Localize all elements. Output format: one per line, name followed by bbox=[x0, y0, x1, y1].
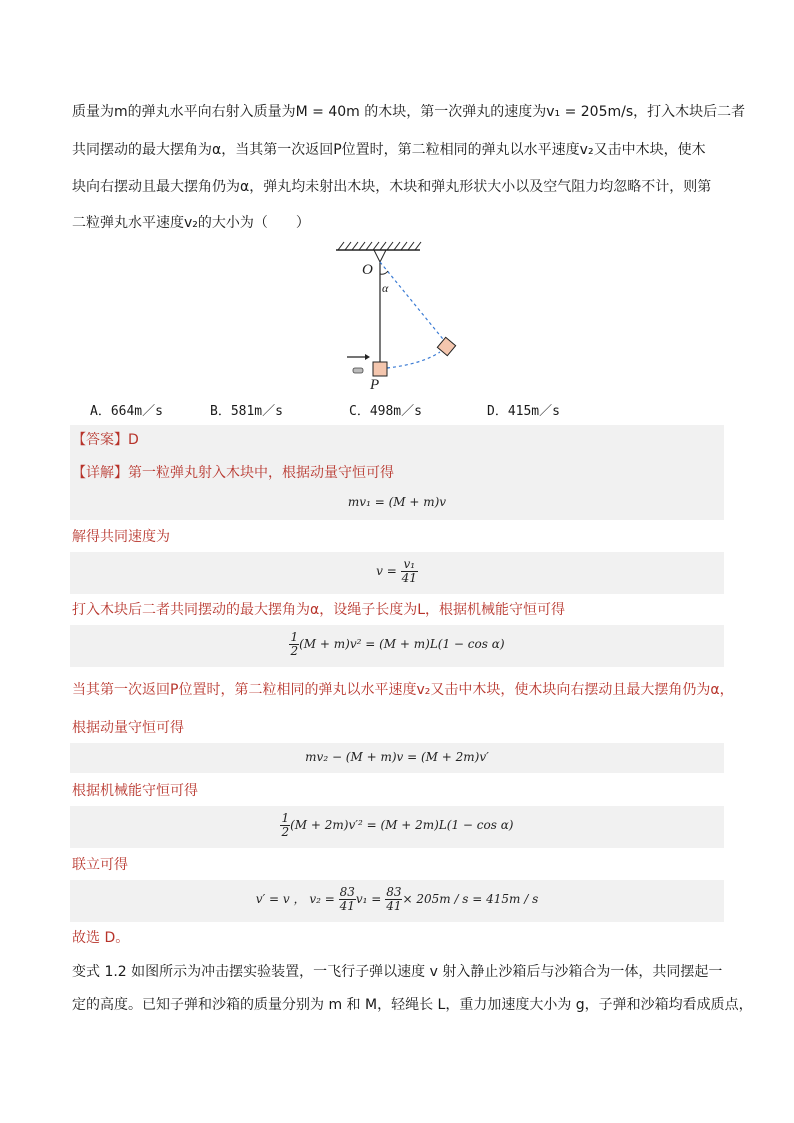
option-d: D．415m／s bbox=[487, 404, 560, 419]
eq6-f1-denominator: 41 bbox=[339, 899, 355, 913]
combine-label: 联立可得 bbox=[72, 857, 128, 873]
swung-string bbox=[380, 262, 447, 344]
answer-tag: 【答案】 bbox=[72, 432, 128, 448]
problem-line-1: 质量为m的弹丸水平向右射入质量为M = 40m 的木块，第一次弹丸的速度为v₁ = 205m/s，打入木块后二者 bbox=[72, 104, 746, 120]
answer-value: D bbox=[128, 432, 139, 448]
arrow-head-icon bbox=[365, 354, 370, 360]
equation-1: mv₁ = (M + m)v bbox=[347, 495, 447, 509]
eq6-f2-denominator: 41 bbox=[386, 899, 402, 913]
eq3-fraction bbox=[289, 631, 299, 658]
energy-label: 根据机械能守恒可得 bbox=[72, 783, 198, 799]
variant-line-1: 变式 1.2 如图所示为冲击摆实验装置，一飞行子弹以速度 v 射入静止沙箱后与沙箱合为一体，共同摆起一 bbox=[72, 964, 723, 980]
conclusion: 故选 D。 bbox=[72, 930, 130, 946]
option-b: B．581m／s bbox=[210, 404, 283, 419]
eq5-rest: (M + 2m)v′² = (M + 2m)L(1 − cos α) bbox=[290, 818, 514, 832]
eq6-part-a: v′ = v ， v₂ = bbox=[255, 892, 335, 906]
answer-line bbox=[72, 430, 139, 450]
eq6-fraction-2 bbox=[385, 886, 402, 913]
label-alpha: α bbox=[382, 281, 389, 295]
eq6-mid: v₁ = bbox=[355, 892, 382, 906]
swing-arc bbox=[387, 352, 440, 368]
pendulum-figure bbox=[330, 240, 470, 390]
bullet bbox=[353, 368, 363, 373]
detail-tag: 【详解】 bbox=[72, 465, 128, 481]
variant-line-2: 定的高度。已知子弹和沙箱的质量分别为 m 和 M，轻绳长 L，重力加速度大小为 g，子弹和沙箱均看成质点， bbox=[72, 997, 753, 1013]
detail-intro: 第一粒弹丸射入木块中，根据动量守恒可得 bbox=[128, 465, 394, 481]
eq3-rest: (M + m)v² = (M + m)L(1 − cos α) bbox=[299, 637, 505, 651]
eq2-fraction bbox=[401, 558, 418, 585]
eq6-f1-numerator: 83 bbox=[339, 885, 355, 899]
eq6-f2-numerator: 83 bbox=[386, 885, 402, 899]
problem-line-2: 共同摆动的最大摆角为α，当其第一次返回P位置时，第二粒相同的弹丸以水平速度v₂又击中木块，使木 bbox=[72, 142, 706, 158]
eq3-denominator: 2 bbox=[290, 644, 299, 658]
eq2-numerator: v₁ bbox=[401, 558, 418, 572]
momentum-label: 根据动量守恒可得 bbox=[72, 720, 184, 736]
equation-3 bbox=[70, 631, 724, 658]
option-a: A．664m／s bbox=[90, 404, 163, 419]
block-swung bbox=[437, 337, 455, 355]
pivot-support bbox=[374, 250, 386, 262]
eq6-end: × 205m / s = 415m / s bbox=[402, 892, 539, 906]
equation-4: mv₂ − (M + m)v = (M + 2m)v′ bbox=[305, 750, 489, 764]
eq5-fraction bbox=[280, 812, 290, 839]
eq5-denominator: 2 bbox=[281, 825, 290, 839]
second-text: 当其第一次返回P位置时，第二粒相同的弹丸以水平速度v₂又击中木块，使木块向右摆动且最大摆角仍为α， bbox=[72, 682, 734, 698]
option-c: C．498m／s bbox=[349, 404, 422, 419]
equation-5 bbox=[70, 812, 724, 839]
eq2-denominator: 41 bbox=[401, 571, 417, 585]
block-at-p bbox=[373, 362, 387, 376]
equation-2 bbox=[70, 558, 724, 585]
label-o: O bbox=[362, 262, 373, 278]
label-p: P bbox=[370, 377, 380, 390]
eq2-lhs: v = bbox=[376, 564, 397, 578]
eq3-numerator: 1 bbox=[290, 630, 299, 644]
problem-line-3: 块向右摆动且最大摆角仍为α，弹丸均未射出木块，木块和弹丸形状大小以及空气阻力均忽略不计，则第 bbox=[72, 179, 712, 195]
problem-line-4: 二粒弹丸水平速度v₂的大小为（ ） bbox=[72, 215, 310, 231]
detail-intro-line bbox=[72, 463, 394, 483]
solve-label: 解得共同速度为 bbox=[72, 529, 170, 545]
angle-arc bbox=[380, 271, 388, 274]
equation-6 bbox=[70, 886, 724, 913]
energy-text: 打入木块后二者共同摆动的最大摆角为α，设绳子长度为L，根据机械能守恒可得 bbox=[72, 602, 566, 618]
ceiling-hatch bbox=[338, 242, 421, 250]
eq6-fraction-1 bbox=[339, 886, 356, 913]
eq5-numerator: 1 bbox=[281, 811, 290, 825]
